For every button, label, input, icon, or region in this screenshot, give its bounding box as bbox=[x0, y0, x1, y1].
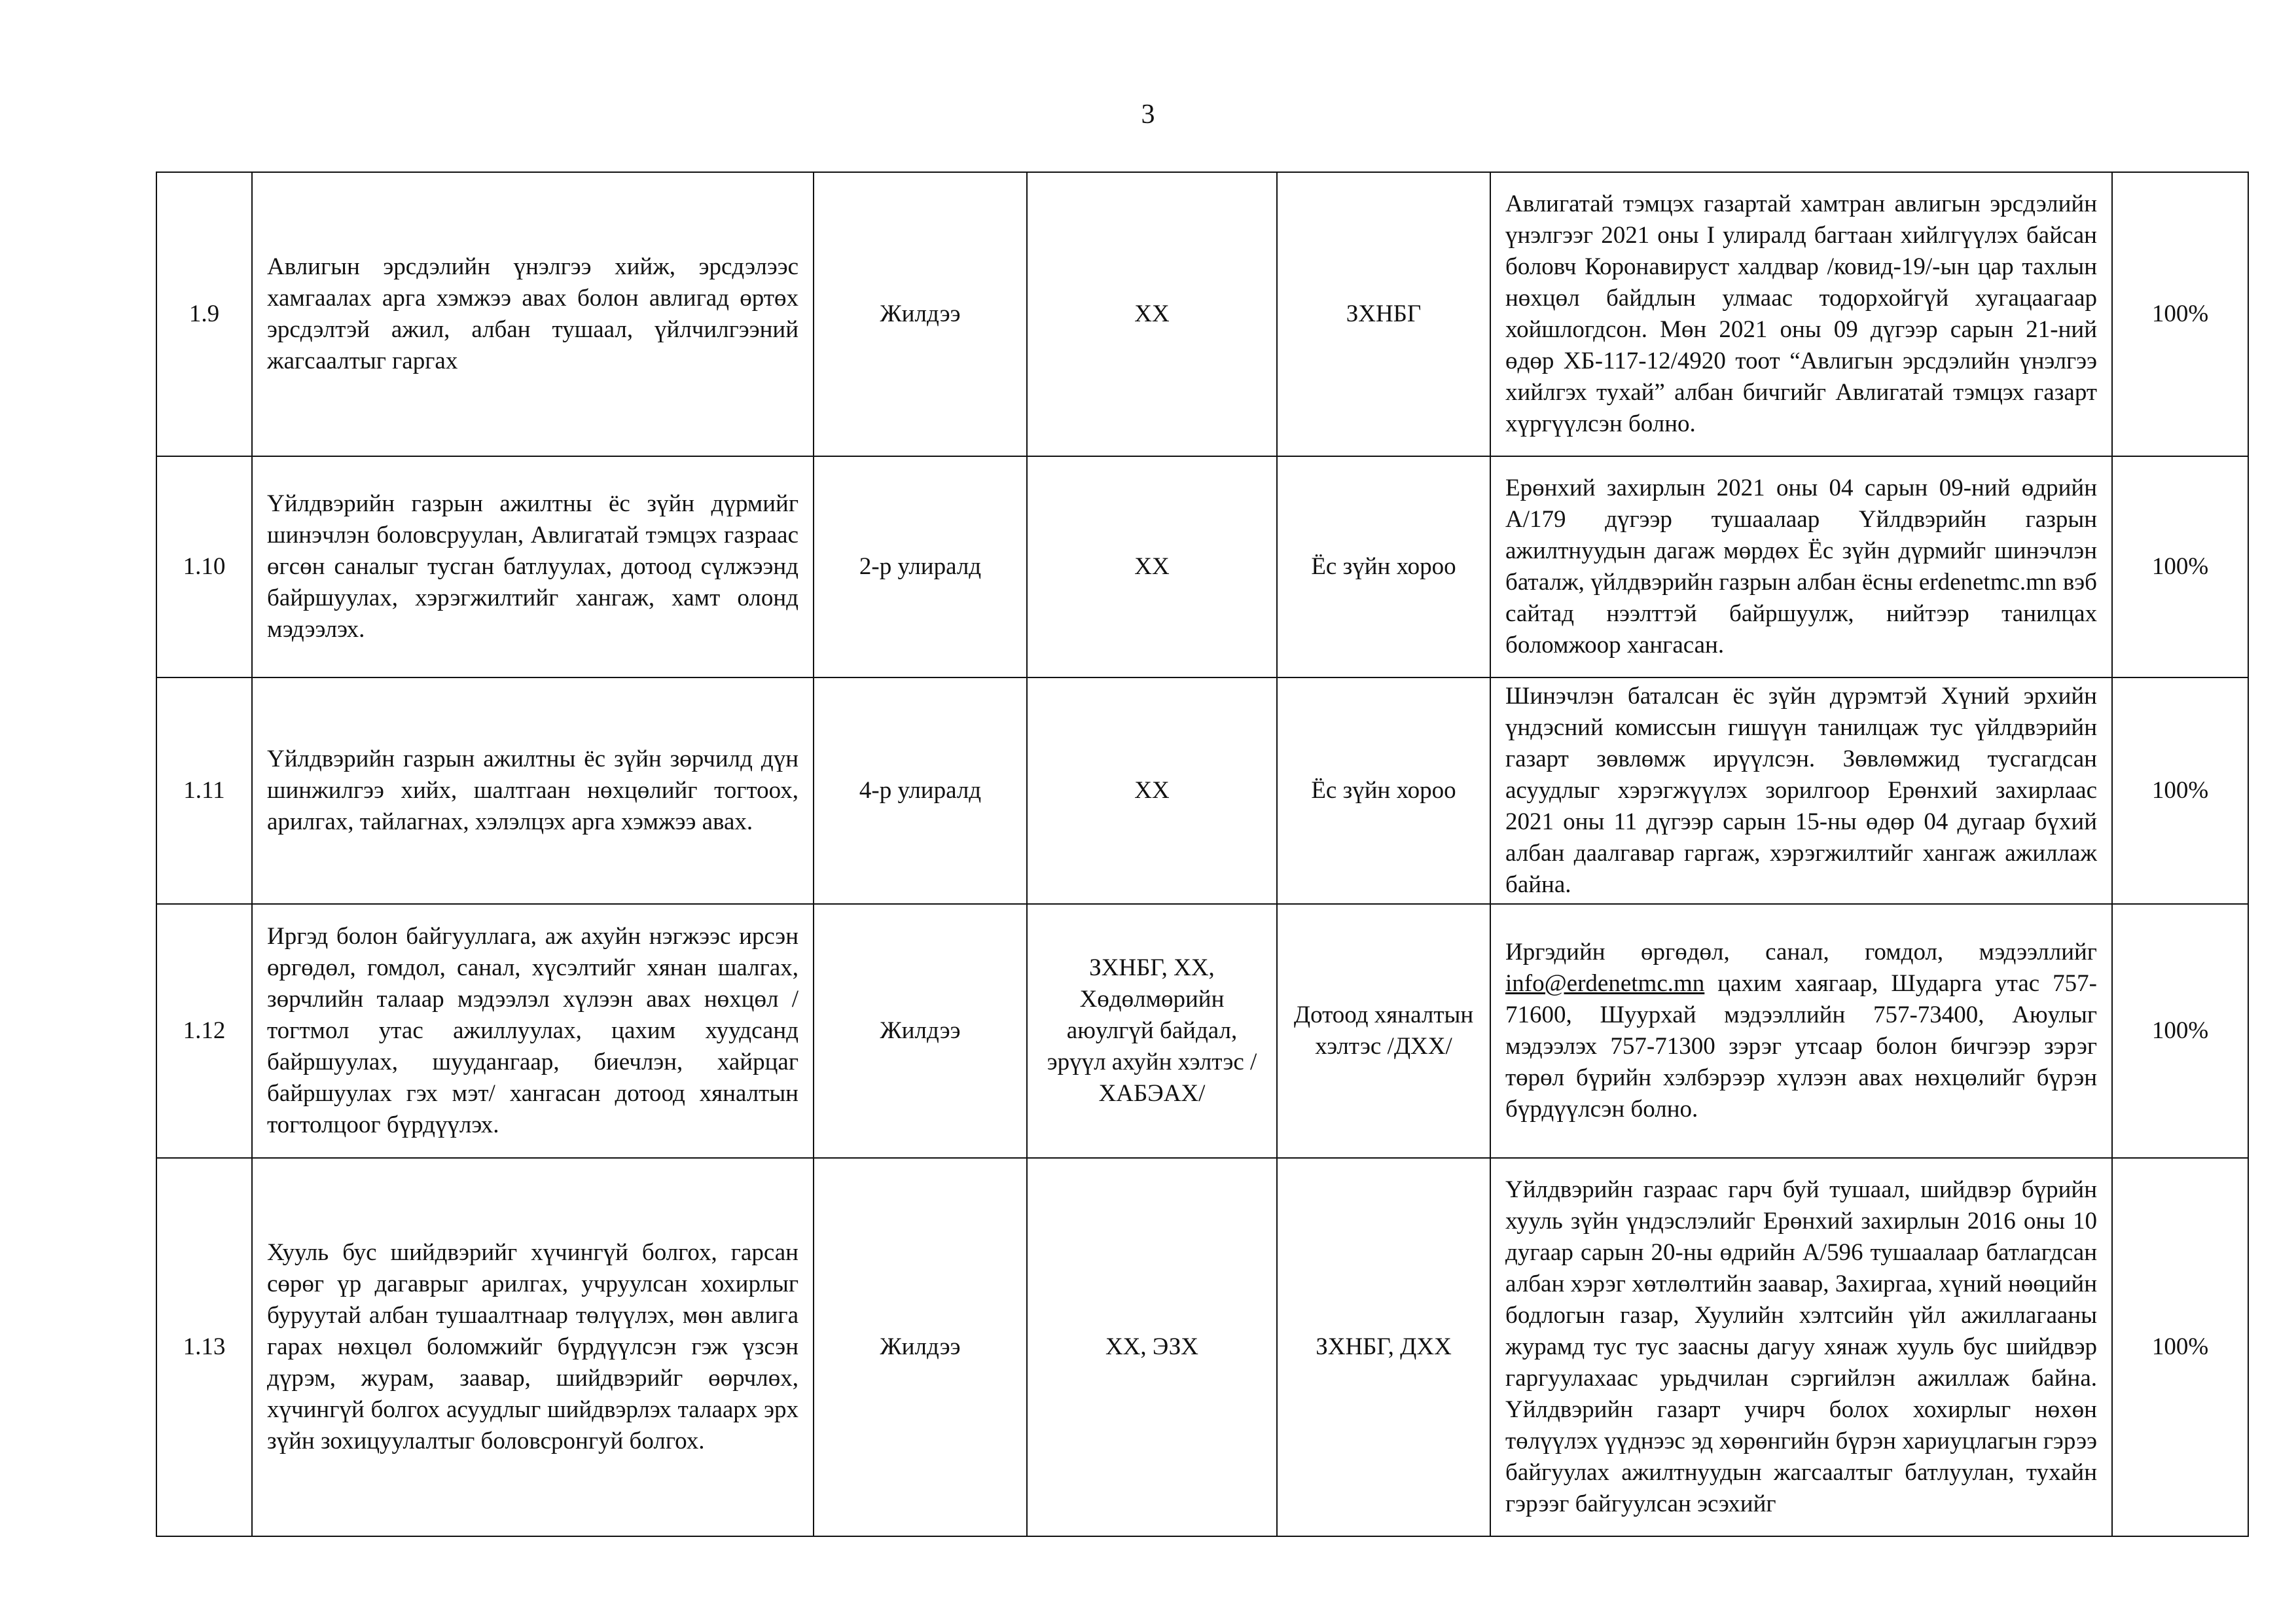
row-number: 1.11 bbox=[156, 677, 252, 904]
responsible-unit: ЗХНБГ, ХХ, Хөдөлмөрийн аюулгүй байдал, эрүүл ахуйн хэлтэс /ХАБЭАХ/ bbox=[1027, 904, 1277, 1158]
implementation-result: Авлигатай тэмцэх газартай хамтран авлигын эрсдэлийн үнэлгээг 2021 оны I улиралд багтаан хийлгүүлэх байсан боловч Коронавируст халдвар /ковид-19/-ын цар тахлын нөхцөл байдлын улмаас тодорхойгүй хугацаагаар хойшлогдсон. Мөн 2021 оны 09 дүгээр сарын 21-ний өдөр ХБ-117-12/4920 тоот “Авлигын эрсдэлийн үнэлгээ хийлгэх тухай” албан бичгийг Авлигатай тэмцэх газарт хүргүүлсэн болно. bbox=[1490, 172, 2112, 456]
implementation-result: Шинэчлэн баталсан ёс зүйн дүрэмтэй Хүний эрхийн үндэсний комиссын гишүүн танилцаж тус үйлдвэрийн газарт зөвлөмж ирүүлсэн. Зөвлөмжид тусгагдсан асуудлыг хэрэгжүүлэх зорилгоор Ерөнхий захирлаас 2021 оны 11 дүгээр сарын 15-ны өдөр 04 дугаар бүхий албан даалгавар гаргаж, хэрэгжилтийг хангаж ажиллаж байна. bbox=[1490, 677, 2112, 904]
measure-description: Үйлдвэрийн газрын ажилтны ёс зүйн дүрмийг шинэчлэн боловсруулан, Авлигатай тэмцэх газраас өгсөн саналыг тусган батлуулах, дотоод сүлжээнд байршуулах, хэрэгжилтийг хангаж, хамт олонд мэдээлэх. bbox=[252, 456, 814, 677]
responsible-unit: ХХ bbox=[1027, 172, 1277, 456]
participating-unit: ЗХНБГ bbox=[1277, 172, 1490, 456]
row-number: 1.9 bbox=[156, 172, 252, 456]
implementation-result: Ерөнхий захирлын 2021 оны 04 сарын 09-ний өдрийн А/179 дүгээр тушаалаар Үйлдвэрийн газрын ажилтнуудын дагаж мөрдөх Ёс зүйн дүрмийг шинэчлэн баталж, үйлдвэрийн газрын албан ёсны erdenetmc.mn вэб сайтад нээлттэй байршуулж, нийтээр танилцах боломжоор хангасан. bbox=[1490, 456, 2112, 677]
participating-unit: Дотоод хяналтын хэлтэс /ДХХ/ bbox=[1277, 904, 1490, 1158]
measure-description: Авлигын эрсдэлийн үнэлгээ хийж, эрсдэлээс хамгаалах арга хэмжээ авах болон авлигад өртөх эрсдэлтэй ажил, албан тушаал, үйлчилгээний жагсаалтыг гаргах bbox=[252, 172, 814, 456]
participating-unit: Ёс зүйн хороо bbox=[1277, 456, 1490, 677]
implementation-period: Жилдээ bbox=[814, 172, 1027, 456]
row-number: 1.10 bbox=[156, 456, 252, 677]
completion-percent: 100% bbox=[2112, 172, 2248, 456]
table-row bbox=[156, 904, 2248, 1158]
implementation-result bbox=[1490, 904, 2112, 1158]
table-row bbox=[156, 456, 2248, 677]
participating-unit: Ёс зүйн хороо bbox=[1277, 677, 1490, 904]
responsible-unit: ХХ, ЭЗХ bbox=[1027, 1158, 1277, 1536]
result-text: цахим хаягаар, Шударга утас 757-71600, Шуурхай мэдээллийн 757-73400, Аюулыг мэдээлэх 757-71300 зэрэг утсаар болон бичгээр зэрэг төрөл бүрийн хэлбэрээр хүлээн авах нөхцөлийг бүрэн бүрдүүлсэн болно. bbox=[1505, 970, 2097, 1123]
completion-percent: 100% bbox=[2112, 904, 2248, 1158]
completion-percent: 100% bbox=[2112, 456, 2248, 677]
page-number: 3 bbox=[1141, 99, 1155, 130]
completion-percent: 100% bbox=[2112, 1158, 2248, 1536]
implementation-result: Үйлдвэрийн газраас гарч буй тушаал, шийдвэр бүрийн хууль зүйн үндэслэлийг Ерөнхий захирлын 2016 оны 10 дугаар сарын 20-ны өдрийн А/596 тушаалаар батлагдсан албан хэрэг хөтлөлтийн заавар, Захиргаа, хүний нөөцийн бодлогын газар, Хуулийн хэлтсийн үйл ажиллагааны журамд тус тус заасны дагуу хянаж хууль бус шийдвэр гаргуулахаас урьдчилан сэргийлэн ажиллаж байна. Үйлдвэрийн газарт учирч болох хохирлыг нөхөн төлүүлэх үүднээс эд хөрөнгийн бүрэн хариуцлагын гэрээ байгуулах ажилтнуудын жагсаалтыг батлуулан, тухайн гэрээг байгуулсан эсэхийг bbox=[1490, 1158, 2112, 1536]
completion-percent: 100% bbox=[2112, 677, 2248, 904]
email-link[interactable]: info@erdenetmc.mn bbox=[1505, 970, 1705, 997]
table-row bbox=[156, 677, 2248, 904]
result-text: Иргэдийн өргөдөл, санал, гомдол, мэдээллийг bbox=[1505, 939, 2097, 965]
implementation-period: Жилдээ bbox=[814, 904, 1027, 1158]
measure-description: Иргэд болон байгууллага, аж ахуйн нэгжээс ирсэн өргөдөл, гомдол, санал, хүсэлтийг хянан шалгах, зөрчлийн талаар мэдээлэл хүлээн авах нөхцөл /тогтмол утас ажиллуулах, цахим хуудсанд байршуулах, шуудангаар, биечлэн, хайрцаг байршуулах гэх мэт/ хангасан дотоод хяналтын тогтолцоог бүрдүүлэх. bbox=[252, 904, 814, 1158]
table-row bbox=[156, 1158, 2248, 1536]
row-number: 1.13 bbox=[156, 1158, 252, 1536]
participating-unit: ЗХНБГ, ДХХ bbox=[1277, 1158, 1490, 1536]
responsible-unit: ХХ bbox=[1027, 677, 1277, 904]
responsible-unit: ХХ bbox=[1027, 456, 1277, 677]
action-plan-table bbox=[156, 171, 2249, 1537]
implementation-period: Жилдээ bbox=[814, 1158, 1027, 1536]
table-row bbox=[156, 172, 2248, 456]
measure-description: Үйлдвэрийн газрын ажилтны ёс зүйн зөрчилд дүн шинжилгээ хийх, шалтгаан нөхцөлийг тогтоох, арилгах, тайлагнах, хэлэлцэх арга хэмжээ авах. bbox=[252, 677, 814, 904]
row-number: 1.12 bbox=[156, 904, 252, 1158]
implementation-period: 2-р улиралд bbox=[814, 456, 1027, 677]
implementation-period: 4-р улиралд bbox=[814, 677, 1027, 904]
measure-description: Хууль бус шийдвэрийг хүчингүй болгох, гарсан сөрөг үр дагаврыг арилгах, учруулсан хохирлыг буруутай албан тушаалтнаар төлүүлэх, мөн авлига гарах нөхцөл боломжийг бүрдүүлсэн гэж үзсэн дүрэм, журам, заавар, шийдвэрийг өөрчлөх, хүчингүй болгох асуудлыг шийдвэрлэх талаарх эрх зүйн зохицуулалтыг боловсронгуй болгох. bbox=[252, 1158, 814, 1536]
